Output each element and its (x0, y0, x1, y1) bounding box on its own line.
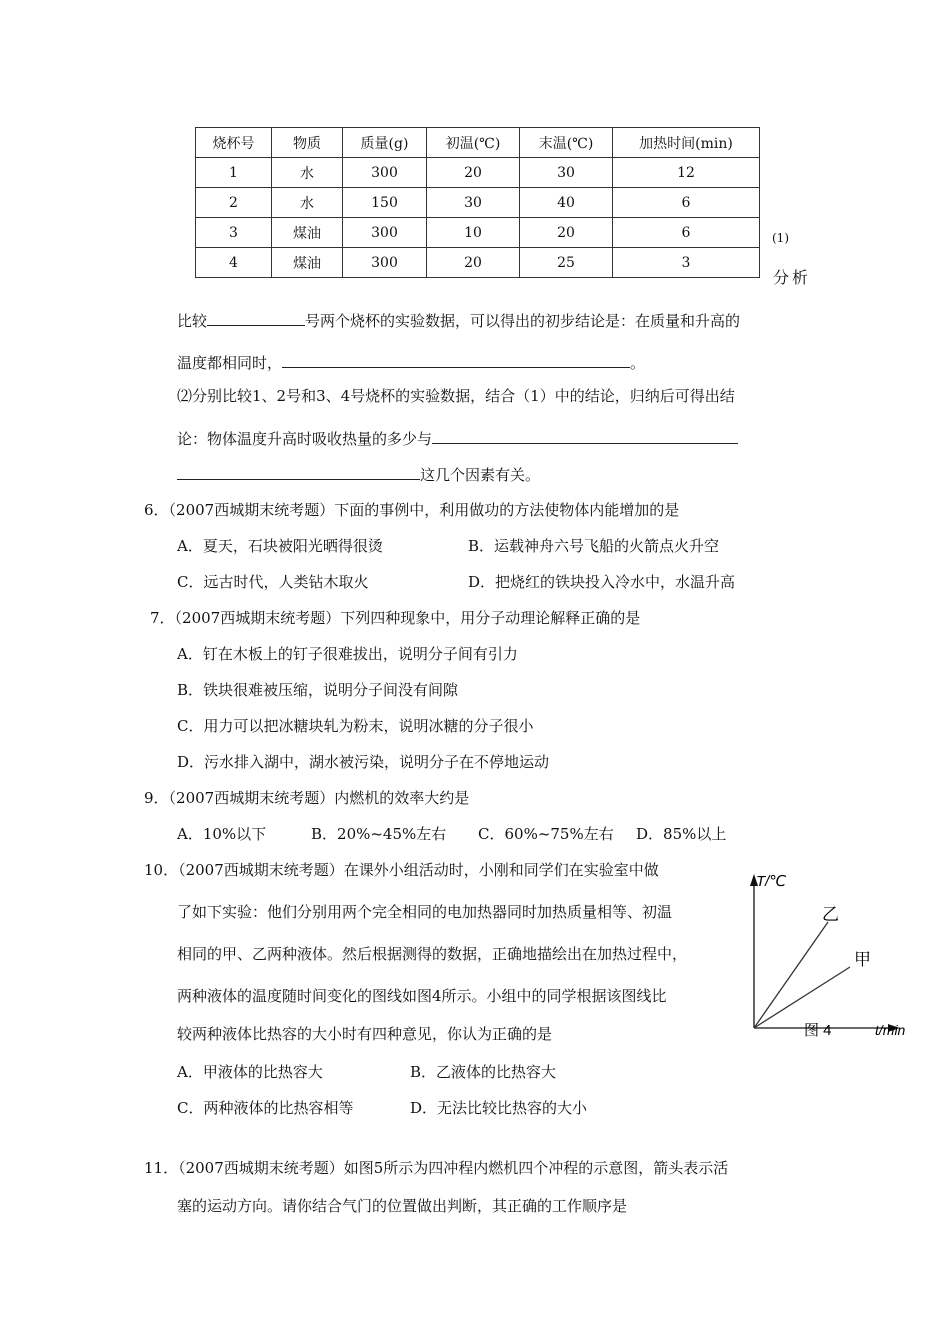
line-jia-label: 甲 (854, 950, 871, 969)
q9-option-a[interactable]: A．10%以下 (177, 825, 267, 843)
answer-blank[interactable] (282, 352, 630, 368)
q5-line1 (177, 310, 740, 331)
header-cell: 初温(℃) (427, 128, 520, 158)
q5-line2-prefix: 温度都相同时， (177, 354, 283, 372)
line-yi (754, 922, 828, 1028)
q9-option-c[interactable]: C．60%~75%左右 (478, 825, 614, 843)
table-cell: 25 (520, 248, 613, 278)
q10-option-d[interactable]: D．无法比较比热容的大小 (410, 1099, 588, 1117)
table-cell: 3 (196, 218, 272, 248)
q9-option-d[interactable]: D．85%以上 (636, 825, 727, 843)
q6-option-b[interactable]: B．运载神舟六号飞船的火箭点火升空 (468, 537, 720, 555)
header-cell: 末温(℃) (520, 128, 613, 158)
table-cell: 3 (613, 248, 760, 278)
table-cell: 300 (343, 218, 427, 248)
x-axis-label: t/min (875, 1022, 906, 1038)
table-cell: 水 (272, 158, 343, 188)
q6-option-d[interactable]: D．把烧红的铁块投入冷水中，水温升高 (468, 573, 736, 591)
answer-blank[interactable] (432, 428, 738, 444)
analyze-word: 分析 (773, 268, 812, 287)
q5-part2-line3-suffix: 这几个因素有关。 (420, 466, 541, 484)
table-cell: 30 (427, 188, 520, 218)
table-cell: 6 (613, 188, 760, 218)
table-cell: 300 (343, 248, 427, 278)
table-cell: 水 (272, 188, 343, 218)
q5-part2-line1: ⑵分别比较1、2号和3、4号烧杯的实验数据，结合（1）中的结论，归纳后可得出结 (177, 387, 735, 405)
header-cell: 质量(g) (343, 128, 427, 158)
q11-stem-line1: 11．（2007西城期末统考题）如图5所示为四冲程内燃机四个冲程的示意图，箭头表示活 (144, 1159, 729, 1177)
q7-option-a[interactable]: A．钉在木板上的钉子很难拔出，说明分子间有引力 (177, 645, 518, 663)
q6-option-c[interactable]: C．远古时代，人类钻木取火 (177, 573, 369, 591)
table-cell: 煤油 (272, 218, 343, 248)
q9-stem: 9．（2007西城期末统考题）内燃机的效率大约是 (144, 789, 470, 807)
table-row (196, 248, 760, 278)
table-row (196, 158, 760, 188)
q10-stem-line4: 两种液体的温度随时间变化的图线如图4所示。小组中的同学根据该图线比 (177, 987, 667, 1005)
q7-option-d[interactable]: D．污水排入湖中，湖水被污染，说明分子在不停地运动 (177, 753, 550, 771)
q6-stem: 6．（2007西城期末统考题）下面的事例中，利用做功的方法使物体内能增加的是 (144, 501, 680, 519)
table-cell: 40 (520, 188, 613, 218)
table-cell: 6 (613, 218, 760, 248)
table-cell: 20 (427, 248, 520, 278)
table-cell: 4 (196, 248, 272, 278)
table-cell: 10 (427, 218, 520, 248)
q10-option-c[interactable]: C．两种液体的比热容相等 (177, 1099, 354, 1117)
answer-blank[interactable] (177, 464, 420, 480)
header-cell: 物质 (272, 128, 343, 158)
q7-stem: 7．（2007西城期末统考题）下列四种现象中，用分子动理论解释正确的是 (150, 609, 641, 627)
table-cell: 20 (427, 158, 520, 188)
table-header-row (196, 128, 760, 158)
q5-part2-line3 (177, 464, 540, 485)
table-cell: 2 (196, 188, 272, 218)
line-jia (754, 967, 850, 1028)
q10-stem-line5: 较两种液体比热容的大小时有四种意见，你认为正确的是 (177, 1025, 553, 1043)
q9-option-b[interactable]: B．20%~45%左右 (311, 825, 447, 843)
q5-line2-suffix: 。 (630, 354, 646, 372)
q6-option-a[interactable]: A．夏天，石块被阳光晒得很烫 (177, 537, 383, 555)
part-marker: (1) (772, 231, 789, 245)
line-yi-label: 乙 (822, 905, 839, 924)
q10-stem-line1: 10．（2007西城期末统考题）在课外小组活动时，小刚和同学们在实验室中做 (144, 861, 659, 879)
figure-caption: 图 4 (804, 1022, 832, 1039)
table-cell: 1 (196, 158, 272, 188)
table-cell: 12 (613, 158, 760, 188)
q10-stem-line3: 相同的甲、乙两种液体。然后根据测得的数据，正确地描绘出在加热过程中， (177, 945, 688, 963)
experiment-table (195, 127, 760, 278)
table-row (196, 218, 760, 248)
table-cell: 150 (343, 188, 427, 218)
q10-option-a[interactable]: A．甲液体的比热容大 (177, 1063, 323, 1081)
q5-line2 (177, 352, 645, 373)
header-cell: 烧杯号 (196, 128, 272, 158)
q7-option-b[interactable]: B．铁块很难被压缩，说明分子间没有间隙 (177, 681, 459, 699)
q10-option-b[interactable]: B．乙液体的比热容大 (410, 1063, 557, 1081)
header-cell: 加热时间(min) (613, 128, 760, 158)
q5-line1-prefix: 比较 (177, 312, 208, 330)
table-cell: 20 (520, 218, 613, 248)
table-cell: 300 (343, 158, 427, 188)
q5-part2-line2 (177, 428, 738, 449)
table-row (196, 188, 760, 218)
q5-line1-suffix: 号两个烧杯的实验数据，可以得出的初步结论是：在质量和升高的 (305, 312, 741, 330)
answer-blank[interactable] (207, 310, 305, 326)
q7-option-c[interactable]: C．用力可以把冰糖块轧为粉末，说明冰糖的分子很小 (177, 717, 534, 735)
q10-stem-line2: 了如下实验：他们分别用两个完全相同的电加热器同时加热质量相等、初温 (177, 903, 673, 921)
q11-stem-line2: 塞的运动方向。请你结合气门的位置做出判断，其正确的工作顺序是 (177, 1197, 628, 1215)
table-cell: 煤油 (272, 248, 343, 278)
q5-part2-line2-prefix: 论：物体温度升高时吸收热量的多少与 (177, 430, 433, 448)
y-axis-label: T/℃ (756, 873, 787, 890)
figure-4-graph (742, 864, 922, 1040)
table-cell: 30 (520, 158, 613, 188)
